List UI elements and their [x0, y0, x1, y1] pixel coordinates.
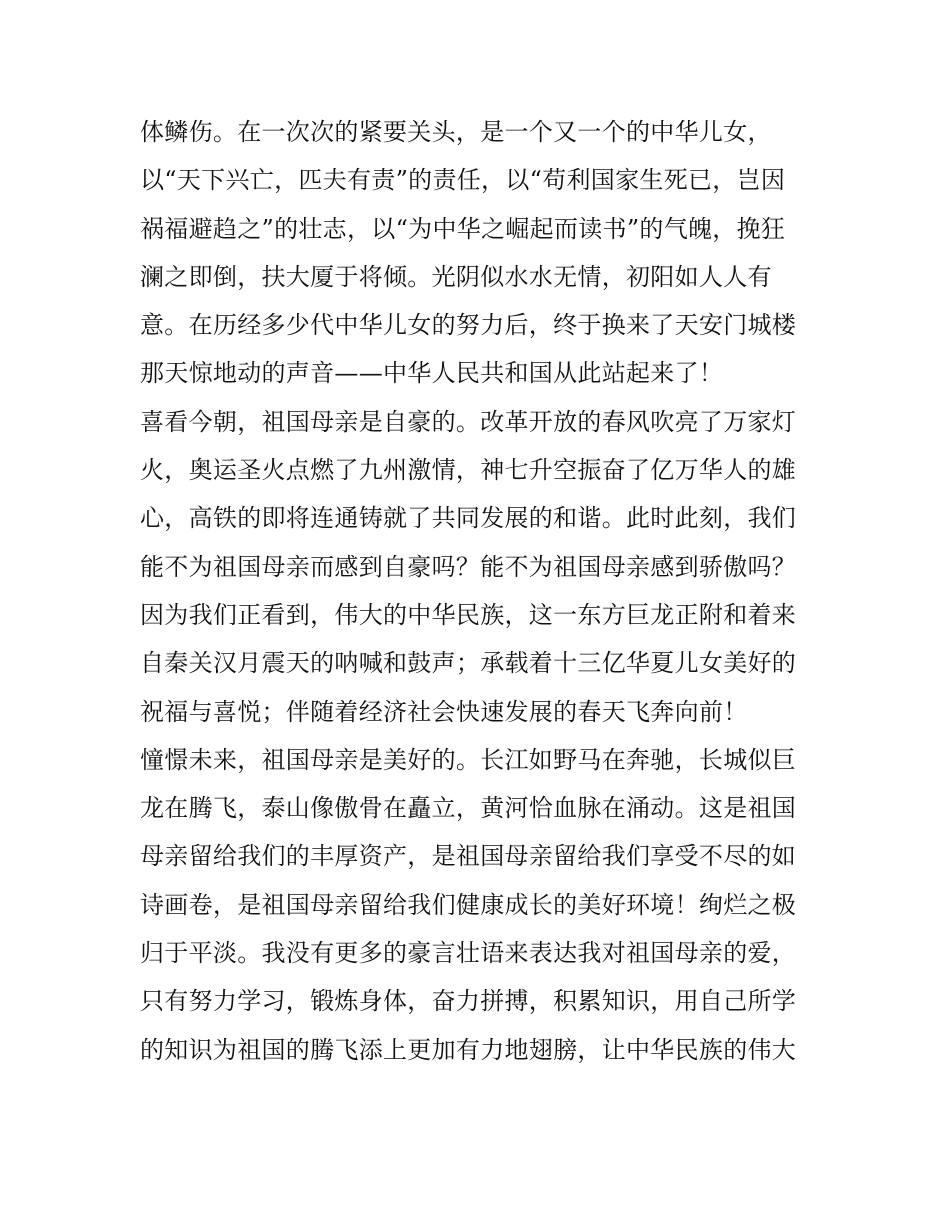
text-line: 澜之即倒，扶大厦于将倾。光阴似水水无情，初阳如人人有: [140, 262, 772, 291]
text-line: 龙在腾飞，泰山像傲骨在矗立，黄河恰血脉在涌动。这是祖国: [140, 794, 797, 823]
text-line: 母亲留给我们的丰厚资产，是祖国母亲留给我们享受不尽的如: [140, 842, 797, 871]
text-line: 以“天下兴亡，匹夫有责”的责任，以“苟利国家生死已，岂因: [140, 166, 786, 195]
text-line: 体鳞伤。在一次次的紧要关头，是一个又一个的中华儿女，: [140, 118, 772, 146]
text-line: 因为我们正看到，伟大的中华民族，这一东方巨龙正附和着来: [140, 600, 797, 629]
text-line: 祸福避趋之”的壮志，以“为中华之崛起而读书”的气魄，挽狂: [140, 214, 786, 243]
text-line: 喜看今朝，祖国母亲是自豪的。改革开放的春风吹亮了万家灯: [140, 407, 797, 436]
text-line: 只有努力学习，锻炼身体，奋力拼搏，积累知识，用自己所学: [140, 987, 797, 1016]
text-line: 那天惊地动的声音——中华人民共和国从此站起来了！: [140, 359, 724, 388]
text-line: 能不为祖国母亲而感到自豪吗？能不为祖国母亲感到骄傲吗？: [140, 552, 797, 581]
text-line: 的知识为祖国的腾飞添上更加有力地翅膀，让中华民族的伟大: [140, 1035, 797, 1064]
text-line: 憧憬未来，祖国母亲是美好的。长江如野马在奔驰，长城似巨: [140, 745, 797, 774]
text-line: 自秦关汉月震天的呐喊和鼓声；承载着十三亿华夏儿女美好的: [140, 649, 797, 678]
text-line: 火，奥运圣火点燃了九州激情，神七升空振奋了亿万华人的雄: [140, 456, 797, 485]
text-line: 心，高铁的即将连通铸就了共同发展的和谐。此时此刻，我们: [140, 504, 797, 533]
text-line: 诗画卷，是祖国母亲留给我们健康成长的美好环境！绚烂之极: [140, 890, 797, 919]
text-line: 意。在历经多少代中华儿女的努力后，终于换来了天安门城楼: [140, 311, 797, 340]
text-line: 祝福与喜悦；伴随着经济社会快速发展的春天飞奔向前！: [140, 697, 748, 726]
text-line: 归于平淡。我没有更多的豪言壮语来表达我对祖国母亲的爱，: [140, 939, 797, 968]
document-body: [140, 108, 840, 1074]
